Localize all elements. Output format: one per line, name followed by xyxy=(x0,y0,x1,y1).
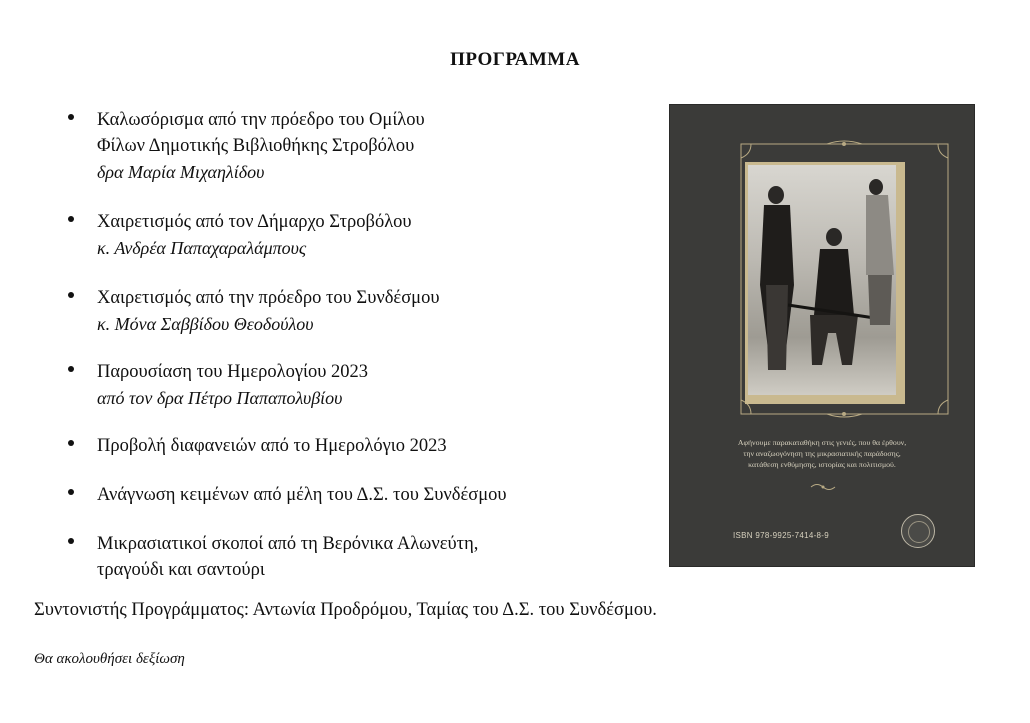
bullet-icon xyxy=(68,292,74,298)
isbn-text: ISBN 978-9925-7414-8-9 xyxy=(733,531,829,540)
publisher-seal-icon xyxy=(901,514,935,548)
cover-caption xyxy=(709,437,935,470)
bullet-icon xyxy=(68,489,74,495)
historical-photo xyxy=(748,165,896,395)
bullet-icon xyxy=(68,366,74,372)
item-text: Προβολή διαφανειών από το Ημερολόγιο 2023 xyxy=(97,436,447,456)
page-title: ΠΡΟΓΡΑΜΜΑ xyxy=(450,49,580,70)
item-text: τραγούδι και σαντούρι xyxy=(97,560,265,580)
item-text: Φίλων Δημοτικής Βιβλιοθήκης Στροβόλου xyxy=(97,136,415,156)
bullet-icon xyxy=(68,114,74,120)
item-text: Χαιρετισμός από την πρόεδρο του Συνδέσμου xyxy=(97,288,440,308)
item-speaker: δρα Μαρία Μιχαηλίδου xyxy=(97,162,265,182)
caption-line: Αφήνουμε παρακαταθήκη στις γενιές, που θα έρθουν, xyxy=(737,438,907,447)
coordinator-line: Συντονιστής Προγράμματος: Αντωνία Προδρόμου, Ταμίας του Δ.Σ. του Συνδέσμου. xyxy=(34,600,657,620)
caption-line: κατάθεση ενθύμησης, ιστορίας και πολιτισμού. xyxy=(748,460,896,469)
item-text: Παρουσίαση του Ημερολογίου 2023 xyxy=(97,362,369,382)
item-text: Χαιρετισμός από τον Δήμαρχο Στροβόλου xyxy=(97,212,412,232)
bullet-icon xyxy=(68,440,74,446)
ornament-icon xyxy=(810,482,836,492)
item-text: Καλωσόρισμα από την πρόεδρο του Ομίλου xyxy=(97,110,425,130)
calendar-cover-image xyxy=(669,104,975,567)
reception-note: Θα ακολουθήσει δεξίωση xyxy=(34,651,185,667)
item-speaker: από τον δρα Πέτρο Παπαπολυβίου xyxy=(97,388,343,408)
item-speaker: κ. Ανδρέα Παπαχαραλάμπους xyxy=(97,238,307,258)
bullet-icon xyxy=(68,538,74,544)
item-text: Ανάγνωση κειμένων από μέλη του Δ.Σ. του Συνδέσμου xyxy=(97,485,507,505)
item-speaker: κ. Μόνα Σαββίδου Θεοδούλου xyxy=(97,314,314,334)
caption-line: την αναζωογόνηση της μικρασιατικής παράδοσης, xyxy=(743,449,901,458)
bullet-icon xyxy=(68,216,74,222)
item-text: Μικρασιατικοί σκοποί από τη Βερόνικα Αλωνεύτη, xyxy=(97,534,479,554)
